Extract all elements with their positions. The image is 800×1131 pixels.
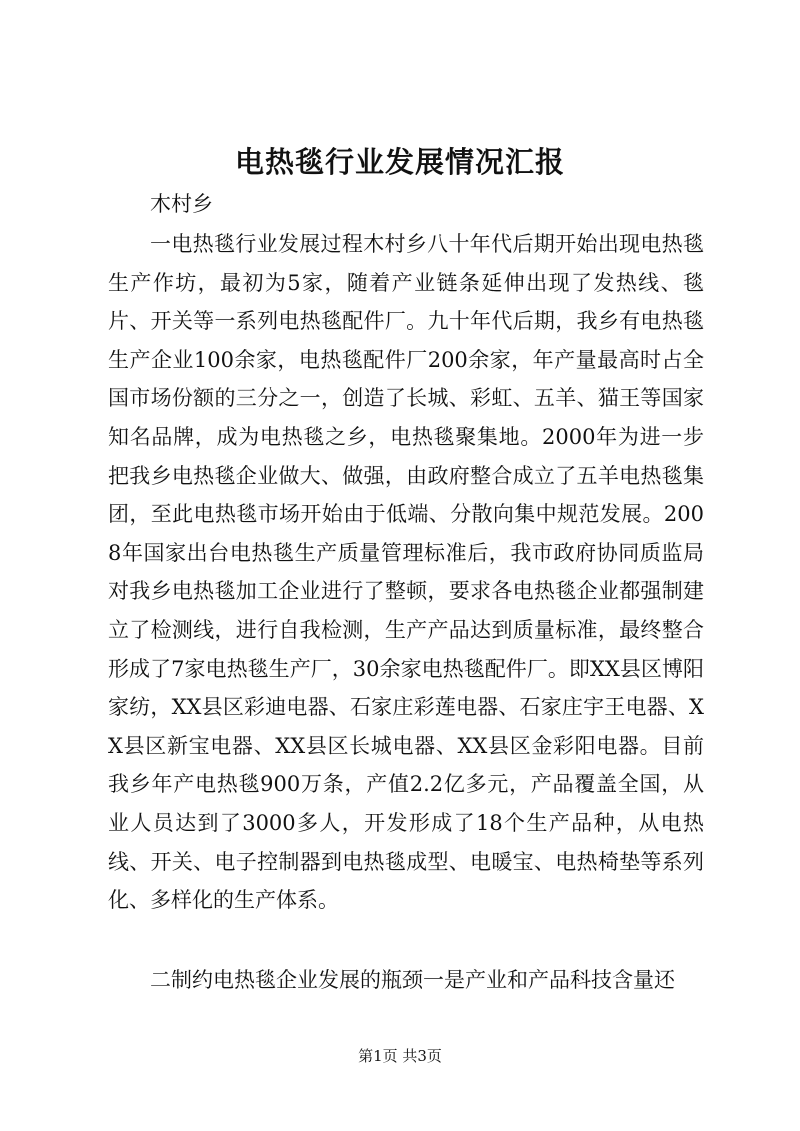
page-footer: 第1页 共3页 <box>358 1047 442 1065</box>
body-paragraph-1: 一电热毯行业发展过程木村乡八十年代后期开始出现电热毯生产作坊，最初为5家，随着产业链条延伸出现了发热线、毯片、开关等一系列电热毯配件厂。九十年代后期，我乡有电热毯生产企业100余家，电热毯配件厂200余家，年产量最高时占全国市场份额的三分之一，创造了长城、彩虹、五羊、猫王等国家知名品牌，成为电热毯之乡，电热毯聚集地。2000年为进一步把我乡电热毯企业做大、做强，由政府整合成立了五羊电热毯集团，至此电热毯市场开始由于低端、分散向集中规范发展。2008年国家出台电热毯生产质量管理标准后，我市政府协同质监局对我乡电热毯加工企业进行了整顿，要求各电热毯企业都强制建立了检测线，进行自我检测，生产产品达到质量标准，最终整合形成了7家电热毯生产厂，30余家电热毯配件厂。即XX县区博阳家纺，XX县区彩迪电器、石家庄彩莲电器、石家庄宇王电器、XX县区新宝电器、XX县区长城电器、XX县区金彩阳电器。目前我乡年产电热毯900万条，产值2.2亿多元，产品覆盖全国，从业人员达到了3000多人，开发形成了18个生产品种，从电热线、开关、电子控制器到电热毯成型、电暖宝、电热椅垫等系列化、多样化的生产体系。 <box>108 232 704 913</box>
body-paragraph-2: 二制约电热毯企业发展的瓶颈一是产业和产品科技含量还 <box>150 968 675 992</box>
document-title: 电热毯行业发展情况汇报 <box>234 145 565 179</box>
document-author: 木村乡 <box>150 192 213 216</box>
